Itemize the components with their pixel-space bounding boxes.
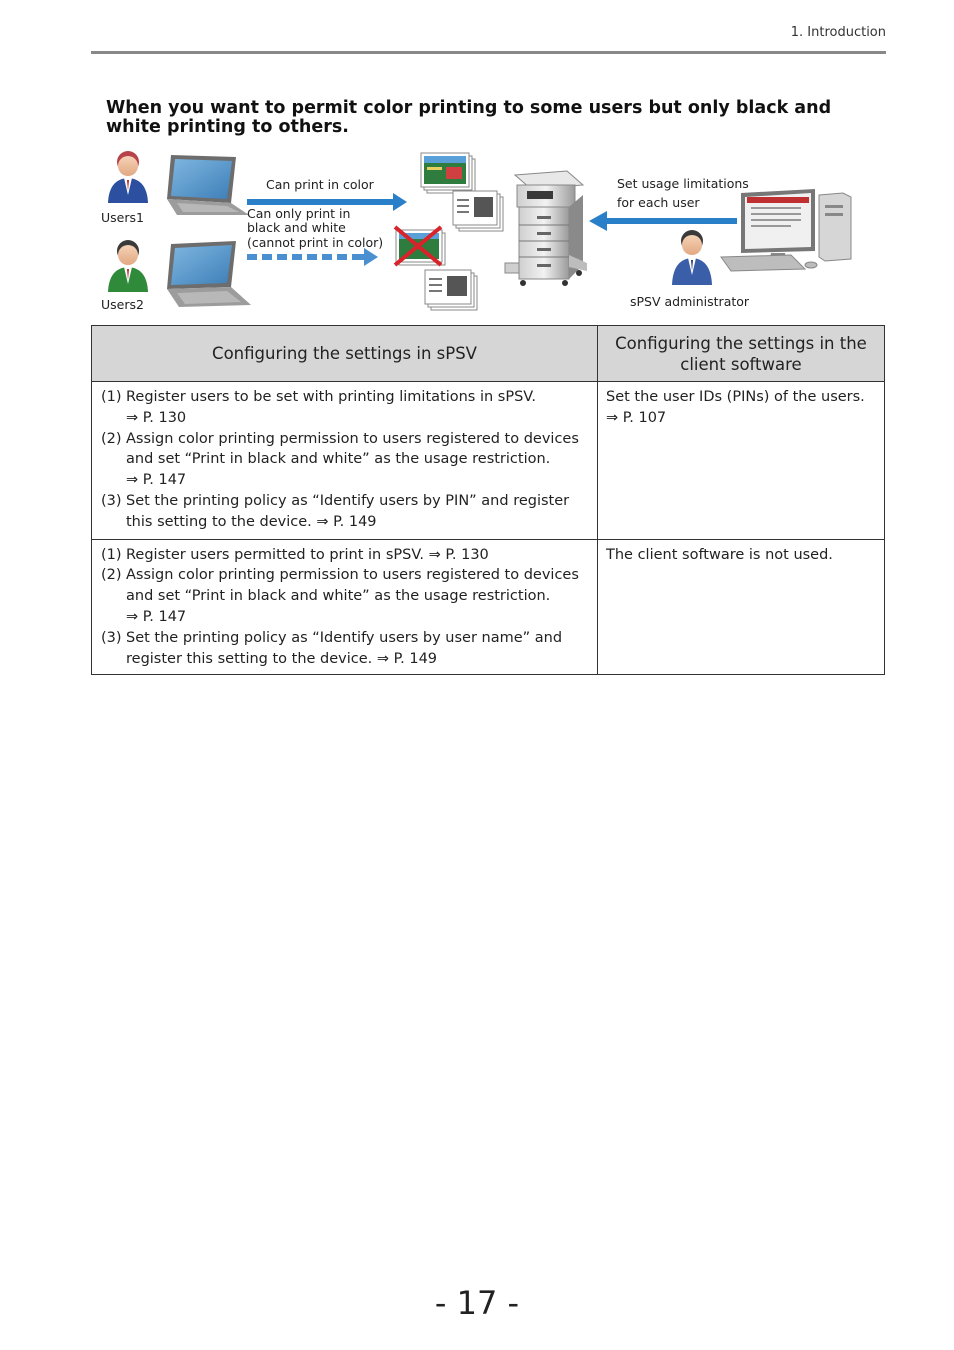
usage-diagram: [91, 145, 886, 320]
row2-client-cell: The client software is not used.: [598, 539, 885, 675]
page-reference: ⇒ P. 149: [376, 650, 438, 667]
admin-label: sPSV administrator: [630, 294, 750, 309]
header-rule: [91, 51, 886, 54]
list-item: (2) Assign color printing permission to users registered to devices and set “Print in black and white” as the usage restriction. ⇒ P. 147: [101, 430, 579, 489]
laptop2-icon: [167, 241, 251, 307]
row1-client-cell: Set the user IDs (PINs) of the users. ⇒ P. 107: [598, 382, 885, 540]
desktop-pc-icon: [721, 189, 851, 271]
page-reference: ⇒ P. 130: [126, 409, 187, 426]
user1-icon: [108, 151, 148, 203]
row2-steps: [100, 545, 589, 670]
user1-label: Users1: [101, 210, 144, 225]
user2-icon: [108, 240, 148, 292]
printer-icon: [505, 171, 587, 286]
limitation-arrow: [589, 211, 737, 231]
list-item: (3) Set the printing policy as “Identify users by user name” and register this setting to the device. ⇒ P. 149: [101, 629, 563, 667]
admin-user-icon: [672, 230, 712, 285]
page-number: - 17 -: [434, 1284, 520, 1322]
denied-color-documents-icon: [395, 227, 445, 265]
bw-print-arrow: [247, 248, 378, 266]
header-client: Configuring the settings in the client software: [598, 326, 885, 382]
diagram-graphics: [91, 145, 886, 320]
list-item: (1) Register users to be set with printing limitations in sPSV. ⇒ P. 130: [101, 389, 536, 426]
bw-print-label-line1: Can only print in: [247, 206, 351, 221]
row1-steps: [100, 387, 589, 533]
table-header-row: [92, 326, 885, 382]
page-reference: ⇒ P. 147: [126, 608, 187, 625]
section-header: 1. Introduction: [790, 25, 886, 40]
list-item: (2) Assign color printing permission to users registered to devices and set “Print in black and white” as the usage restriction. ⇒ P. 147: [101, 567, 579, 625]
page-reference: ⇒ P. 147: [126, 472, 187, 489]
list-item: (1) Register users permitted to print in sPSV. ⇒ P. 130: [101, 546, 489, 563]
user2-label: Users2: [101, 297, 144, 312]
limit-label-line2: for each user: [617, 195, 700, 210]
laptop1-icon: [167, 155, 249, 215]
color-documents-icon: [421, 153, 475, 193]
settings-table: [91, 325, 885, 675]
bw-documents-icon-2: [425, 270, 477, 310]
limit-label-line1: Set usage limitations: [617, 176, 749, 191]
header-spsv: Configuring the settings in sPSV: [92, 326, 598, 382]
bw-print-label-line2: black and white: [247, 220, 346, 235]
page-reference: ⇒ P. 107: [606, 409, 667, 426]
bw-print-label-line3: (cannot print in color): [247, 235, 384, 250]
section-heading: When you want to permit color printing to some users but only black and white printing to others.: [106, 98, 832, 137]
color-print-label: Can print in color: [266, 177, 374, 192]
list-item: (3) Set the printing policy as “Identify users by PIN” and register this setting to the device. ⇒ P. 149: [101, 492, 570, 530]
page-reference: ⇒ P. 130: [428, 546, 489, 563]
table-row: [92, 539, 885, 675]
bw-documents-icon: [453, 191, 503, 231]
row1-spsv-cell: [92, 382, 598, 540]
row2-spsv-cell: [92, 539, 598, 675]
page-reference: ⇒ P. 149: [316, 513, 377, 530]
table-row: [92, 382, 885, 540]
